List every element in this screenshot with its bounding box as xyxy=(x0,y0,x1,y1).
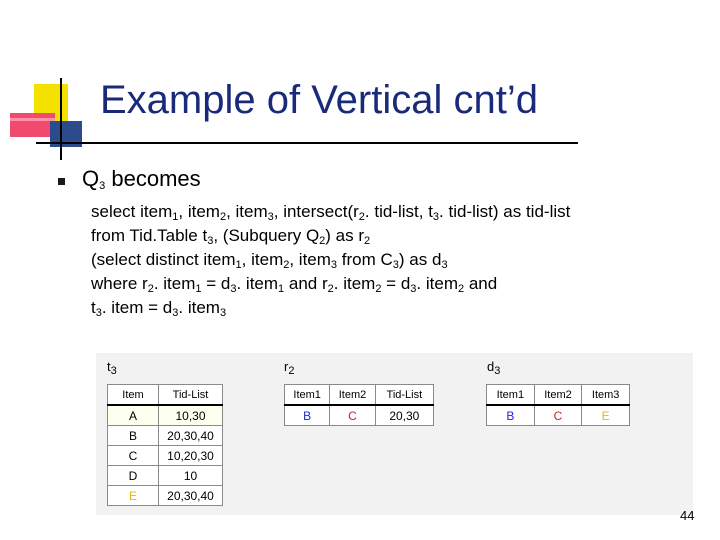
query-text: . item = d xyxy=(101,298,173,317)
title-underline xyxy=(36,142,578,144)
query-subscript: 3 xyxy=(207,235,214,247)
d3-label: $d_3$ xyxy=(487,359,501,377)
r2-cell: 20,30 xyxy=(375,405,433,426)
d3-cell: B xyxy=(487,405,535,426)
query-subscript: 3 xyxy=(441,259,448,271)
query-text: , item xyxy=(289,250,331,269)
query-subscript: 3 xyxy=(432,211,440,223)
query-block xyxy=(91,200,570,320)
t3-cell: 20,30,40 xyxy=(159,486,223,506)
t3-header-item: Item xyxy=(108,385,159,406)
bullet-square-icon xyxy=(58,178,65,185)
slide-title: Example of Vertical cnt’d xyxy=(100,78,538,122)
d3-table xyxy=(486,384,630,426)
table-row xyxy=(108,486,223,506)
r2-header: Tid-List xyxy=(375,385,433,406)
query-text: t xyxy=(91,298,96,317)
query-subscript: 1 xyxy=(195,283,202,295)
t3-cell: B xyxy=(108,426,159,446)
query-subscript: 3 xyxy=(330,259,338,271)
r2-header: Item1 xyxy=(285,385,330,406)
r2-header: Item2 xyxy=(330,385,375,406)
query-text: from C xyxy=(337,250,393,269)
query-text: . item xyxy=(416,274,458,293)
logo-red-block xyxy=(10,113,55,137)
query-subscript: 1 xyxy=(278,283,285,295)
query-subscript: 2 xyxy=(327,283,334,295)
query-subscript: 3 xyxy=(267,211,274,223)
lead-text xyxy=(82,166,201,192)
query-subscript: 2 xyxy=(147,283,154,295)
query-subscript: 3 xyxy=(172,307,179,319)
query-text: . tid-list) as tid-list xyxy=(439,202,571,221)
r2-label: $r_2$ xyxy=(284,359,295,377)
query-line xyxy=(91,248,570,272)
query-subscript: 3 xyxy=(230,283,237,295)
query-text: . tid-list, t xyxy=(364,202,433,221)
t3-header-tidlist: Tid-List xyxy=(159,385,223,406)
query-text: , item xyxy=(241,250,284,269)
query-subscript: 2 xyxy=(219,211,227,223)
query-subscript: 2 xyxy=(283,259,290,271)
table-row xyxy=(285,405,434,426)
query-text: (select distinct item xyxy=(91,250,236,269)
logo-red-stripe xyxy=(10,118,55,121)
query-text: , item xyxy=(178,202,220,221)
lead-rest: becomes xyxy=(105,166,201,191)
query-text: and r xyxy=(284,274,328,293)
t3-cell: E xyxy=(108,486,159,506)
query-subscript: 2 xyxy=(364,235,371,247)
table-row xyxy=(487,405,630,426)
query-text: , intersect(r xyxy=(273,202,359,221)
lead-q: Q xyxy=(82,166,100,191)
query-subscript: 3 xyxy=(410,283,417,295)
query-text: . item xyxy=(333,274,376,293)
query-subscript: 1 xyxy=(172,211,179,223)
query-subscript: 1 xyxy=(235,259,242,271)
query-text: from Tid.Table t xyxy=(91,226,208,245)
t3-cell: 20,30,40 xyxy=(159,426,223,446)
r2-table xyxy=(284,384,434,426)
d3-cell: C xyxy=(534,405,582,426)
query-subscript: 2 xyxy=(375,283,382,295)
t3-label: $t_3$ xyxy=(107,359,117,377)
t3-table xyxy=(107,384,223,506)
query-line xyxy=(91,200,570,224)
query-text: = d xyxy=(201,274,231,293)
r2-cell: B xyxy=(285,405,330,426)
r2-cell: C xyxy=(330,405,375,426)
d3-cell: E xyxy=(582,405,630,426)
query-line xyxy=(91,272,570,296)
query-subscript: 2 xyxy=(358,211,365,223)
d3-header: Item1 xyxy=(487,385,535,406)
query-subscript: 3 xyxy=(392,259,399,271)
query-text: , (Subquery Q xyxy=(213,226,320,245)
query-subscript: 2 xyxy=(319,235,326,247)
query-line xyxy=(91,224,570,248)
query-text: where r xyxy=(91,274,148,293)
lead-q-sub: 3 xyxy=(99,180,106,192)
query-text: . item xyxy=(178,298,220,317)
query-subscript: 3 xyxy=(95,307,102,319)
t3-cell: C xyxy=(108,446,159,466)
d3-header: Item2 xyxy=(534,385,582,406)
query-text: . item xyxy=(236,274,279,293)
table-row xyxy=(108,466,223,486)
d3-header: Item3 xyxy=(582,385,630,406)
query-subscript: 2 xyxy=(457,283,465,295)
logo-vertical-line xyxy=(60,78,62,160)
query-subscript: 3 xyxy=(219,307,227,319)
table-row xyxy=(108,405,223,426)
page-number: 44 xyxy=(680,508,695,523)
t3-cell: A xyxy=(108,405,159,426)
query-text: and xyxy=(464,274,498,293)
query-text: select item xyxy=(91,202,173,221)
t3-cell: 10,30 xyxy=(159,405,223,426)
query-text: ) as d xyxy=(398,250,442,269)
query-text: ) as r xyxy=(325,226,365,245)
table-row xyxy=(108,446,223,466)
t3-cell: 10,20,30 xyxy=(159,446,223,466)
t3-cell: 10 xyxy=(159,466,223,486)
query-text: = d xyxy=(381,274,411,293)
query-text: . item xyxy=(153,274,196,293)
t3-cell: D xyxy=(108,466,159,486)
query-line xyxy=(91,296,570,320)
query-text: , item xyxy=(226,202,268,221)
table-row xyxy=(108,426,223,446)
